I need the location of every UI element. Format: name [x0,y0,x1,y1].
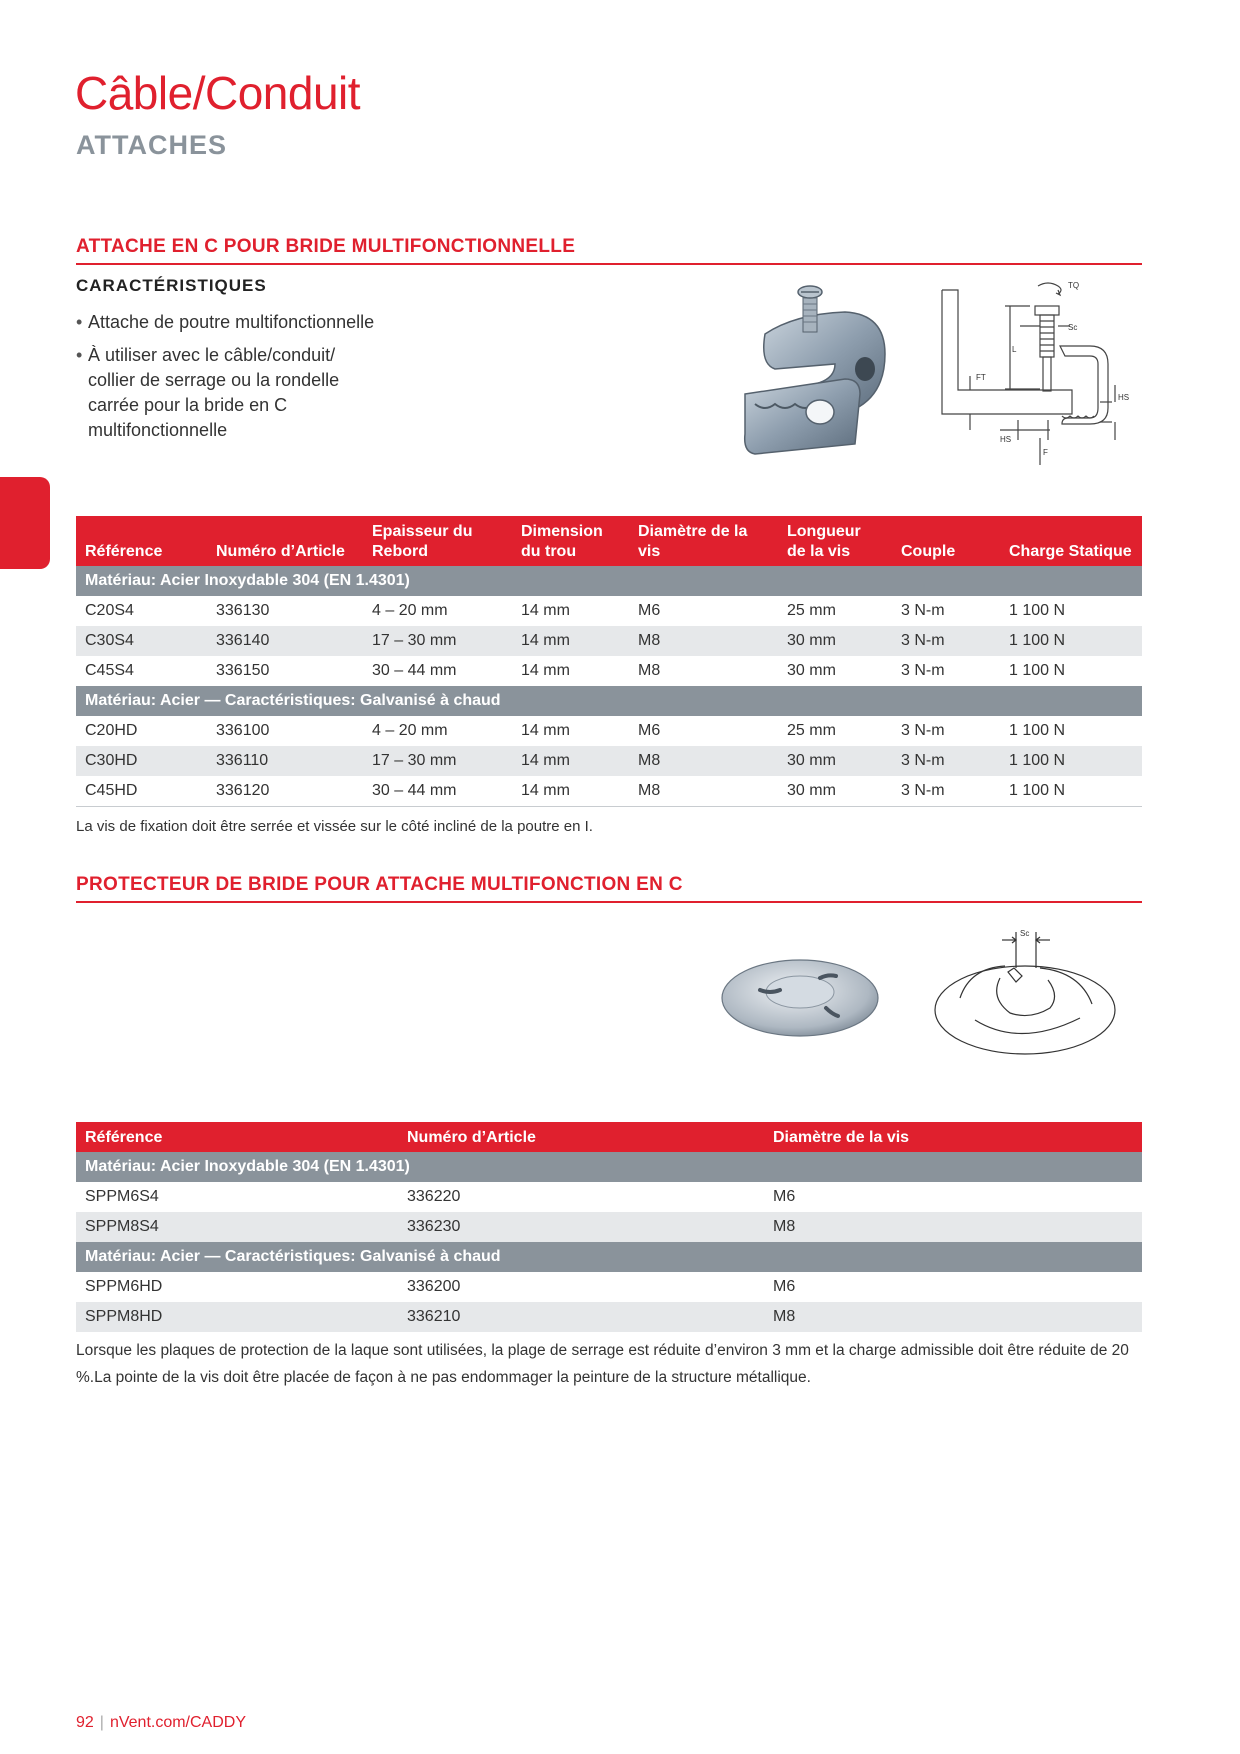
cell: C30S4 [76,626,207,656]
characteristics-heading: CARACTÉRISTIQUES [76,276,267,295]
cell: 30 – 44 mm [363,776,512,806]
cell: 1 100 N [1009,602,1066,619]
drawing-label-l: L [1012,345,1017,354]
cell: M8 [629,746,778,776]
chapter-side-tab [0,477,50,569]
cell: M8 [629,626,778,656]
cell: 3 N-m [901,662,945,679]
cell: SPPM8S4 [76,1212,398,1242]
cell: 3 N-m [892,626,1000,656]
table-row [76,596,1142,626]
cell: 4 – 20 mm [372,722,448,739]
cell: 14 mm [512,746,629,776]
material-row [76,1242,1142,1272]
footer-separator: | [99,1714,104,1731]
c-clamp-table [76,516,1142,807]
table-row [76,1272,1142,1302]
cell: 25 mm [787,602,836,619]
col-header-hole-size: Dimension du trou [512,516,629,566]
col-header-screw-diameter: Diamètre de la vis [629,516,778,566]
cell: M8 [638,662,661,679]
page-number: 92 [76,1714,94,1731]
col-header-reference: Référence [76,1122,398,1152]
material-label: Matériau: Acier Inoxydable 304 (EN 1.4301) [76,566,1142,596]
cell: 14 mm [521,722,570,739]
cell: 1 100 N [1009,662,1066,679]
cell: 4 – 20 mm [372,602,448,619]
cell: SPPM8HD [76,1302,398,1332]
cell: 336150 [216,662,270,679]
col-header-static-load: Charge Statique [1000,516,1142,566]
footer-link[interactable]: nVent.com/CADDY [109,1714,247,1731]
drawing-label-hs-bottom: HS [1000,435,1012,444]
section-heading-c-clamp: ATTACHE EN C POUR BRIDE MULTIFONCTIONNELLE [76,236,1142,265]
protector-note: Lorsque les plaques de protection de la laque sont utilisées, la plage de serrage est réduite d’environ 3 mm et la charge admissible doit être réduite de 20 %.La pointe de la vis doit être placée de façon à ne pas endommager la peinture de la structure métallique. [76,1342,1129,1386]
cell: M6 [638,602,661,619]
cell: 1 100 N [1000,626,1142,656]
page-subtitle: ATTACHES [76,130,227,160]
cell: 30 mm [787,662,836,679]
table-row [76,1302,1142,1332]
drawing-label-f: F [1043,448,1048,457]
drawing-label-sc: Sc [1068,323,1078,332]
material-label: Matériau: Acier Inoxydable 304 (EN 1.4301) [76,1152,1142,1182]
cell: M6 [773,1188,796,1205]
installation-note: La vis de fixation doit être serrée et vissée sur le côté incliné de la poutre en I. [76,818,593,835]
cell: 3 N-m [901,602,945,619]
cell: 1 100 N [1000,776,1142,806]
cell: 336200 [407,1278,461,1295]
cell: M8 [764,1302,1142,1332]
cell: C30HD [76,746,207,776]
col-header-article-number: Numéro d’Article [398,1122,764,1152]
cell: 336110 [207,746,363,776]
cell: 30 – 44 mm [372,662,457,679]
col-header-article-number: Numéro d’Article [207,516,363,566]
drawing-label-tq: TQ [1068,281,1080,290]
col-header-flange-thickness: Epaisseur du Rebord [363,516,512,566]
cell: 30 mm [778,746,892,776]
page-footer [76,1714,246,1732]
cell: 30 mm [778,626,892,656]
cell: 336220 [407,1188,461,1205]
cell: M8 [764,1212,1142,1242]
cell: M8 [629,776,778,806]
characteristic-item: • À utiliser avec le câble/conduit/ collier de serrage ou la rondelle carrée pour la bride en C multifonctionnelle [76,343,376,443]
cell: 336120 [207,776,363,806]
cell: 3 N-m [892,746,1000,776]
table-header-row [76,516,1142,566]
cell: 336130 [216,602,270,619]
table-row [76,1212,1142,1242]
cell: C45S4 [85,662,134,679]
drawing-label-sc2: Sc [1020,929,1030,938]
col-header-screw-diameter: Diamètre de la vis [764,1122,1142,1152]
cell: 25 mm [787,722,836,739]
cell: C45HD [76,776,207,806]
section-heading-flange-protector: PROTECTEUR DE BRIDE POUR ATTACHE MULTIFONCTION EN C [76,874,1142,903]
characteristic-item: • Attache de poutre multifonctionnelle [76,310,376,335]
cell: SPPM6S4 [85,1188,159,1205]
flange-protector-technical-drawing [930,928,1120,1058]
drawing-label-ft: FT [976,373,986,382]
material-row [76,1152,1142,1182]
cell: 14 mm [512,776,629,806]
material-row [76,566,1142,596]
cell: 14 mm [512,626,629,656]
cell: 3 N-m [901,722,945,739]
cell: 1 100 N [1009,722,1066,739]
cell: 17 – 30 mm [363,746,512,776]
cell: C20HD [85,722,138,739]
material-row [76,686,1142,716]
cell: C20S4 [85,602,134,619]
table-row [76,746,1142,776]
table-row [76,776,1142,806]
table-row [76,626,1142,656]
cell: 14 mm [521,662,570,679]
cell: 3 N-m [892,776,1000,806]
table-row [76,716,1142,746]
cell: M6 [638,722,661,739]
cell: M6 [773,1278,796,1295]
table-row [76,656,1142,686]
material-label: Matériau: Acier — Caractéristiques: Galvanisé à chaud [76,686,1142,716]
cell: 336100 [216,722,270,739]
drawing-label-hs-right: HS [1118,393,1130,402]
cell: 14 mm [521,602,570,619]
col-header-reference: Référence [76,516,207,566]
cell: 30 mm [778,776,892,806]
col-header-screw-length: Longueur de la vis [778,516,892,566]
cell: 1 100 N [1000,746,1142,776]
table-row [76,1182,1142,1212]
col-header-torque: Couple [892,516,1000,566]
cell: 336210 [398,1302,764,1332]
c-clamp-technical-drawing [940,281,1140,480]
cell: 17 – 30 mm [363,626,512,656]
cell: 336230 [398,1212,764,1242]
material-label: Matériau: Acier — Caractéristiques: Galvanisé à chaud [76,1242,1142,1272]
flange-protector-product-image [720,950,880,1040]
table-header-row [76,1122,1142,1152]
c-clamp-product-image [735,284,905,464]
page-title: Câble/Conduit [75,67,361,119]
flange-protector-table [76,1122,1142,1332]
cell: SPPM6HD [85,1278,163,1295]
cell: 336140 [207,626,363,656]
characteristics-list [76,310,376,451]
